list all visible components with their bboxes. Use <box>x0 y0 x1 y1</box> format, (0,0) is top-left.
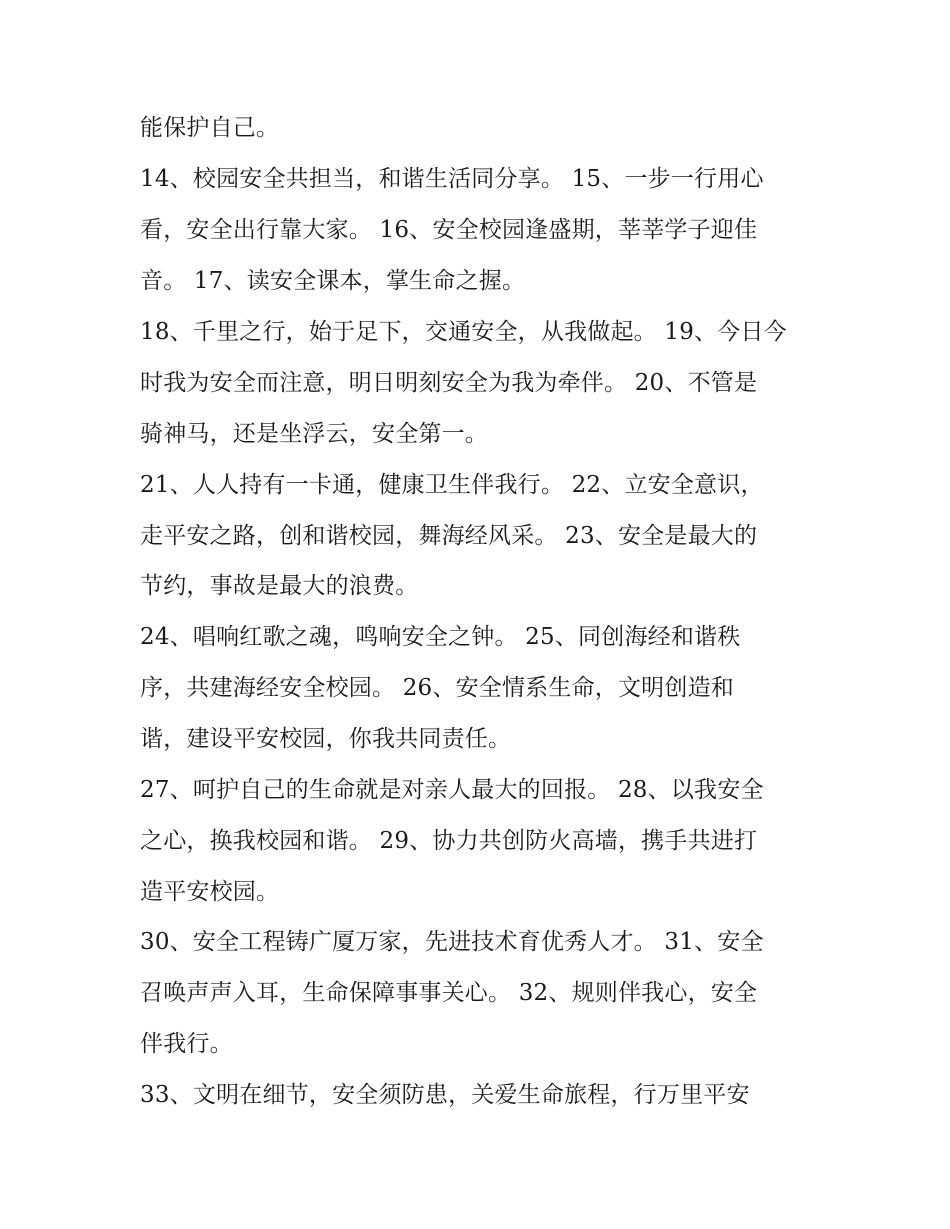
text-line: 33、文明在细节，安全须防患，关爱生命旅程，行万里平安 <box>140 1082 750 1108</box>
text-line: 24、唱响红歌之魂，鸣响安全之钟。 25、同创海经和谐秩 <box>140 624 741 650</box>
text-line: 序，共建海经安全校园。 26、安全情系生命，文明创造和 <box>140 675 734 701</box>
text-line: 之心，换我校园和谐。 29、协力共创防火高墙，携手共进打 <box>140 828 758 854</box>
text-line: 音。 17、读安全课本，掌生命之握。 <box>140 268 526 294</box>
text-line: 造平安校园。 <box>140 879 280 905</box>
text-line: 伴我行。 <box>140 1031 233 1057</box>
text-line: 30、安全工程铸广厦万家，先进技术育优秀人才。 31、安全 <box>140 929 764 955</box>
text-line: 看，安全出行靠大家。 16、安全校园逢盛期，莘莘学子迎佳 <box>140 217 758 243</box>
text-line: 能保护自己。 <box>140 115 280 141</box>
text-line: 召唤声声入耳，生命保障事事关心。 32、规则伴我心，安全 <box>140 980 758 1006</box>
text-line: 27、呵护自己的生命就是对亲人最大的回报。 28、以我安全 <box>140 777 764 803</box>
text-line: 节约，事故是最大的浪费。 <box>140 573 419 599</box>
text-line: 走平安之路，创和谐校园，舞海经风采。 23、安全是最大的 <box>140 523 758 549</box>
text-line: 时我为安全而注意，明日明刻安全为我为牵伴。 20、不管是 <box>140 370 758 396</box>
text-line: 18、千里之行，始于足下，交通安全，从我做起。 19、今日今 <box>140 319 787 345</box>
text-line: 21、人人持有一卡通，健康卫生伴我行。 22、立安全意识， <box>140 472 764 498</box>
text-line: 14、校园安全共担当，和谐生活同分享。 15、一步一行用心 <box>140 166 764 192</box>
text-line: 骑神马，还是坐浮云，安全第一。 <box>140 421 488 447</box>
text-line: 谐，建设平安校园，你我共同责任。 <box>140 726 512 752</box>
